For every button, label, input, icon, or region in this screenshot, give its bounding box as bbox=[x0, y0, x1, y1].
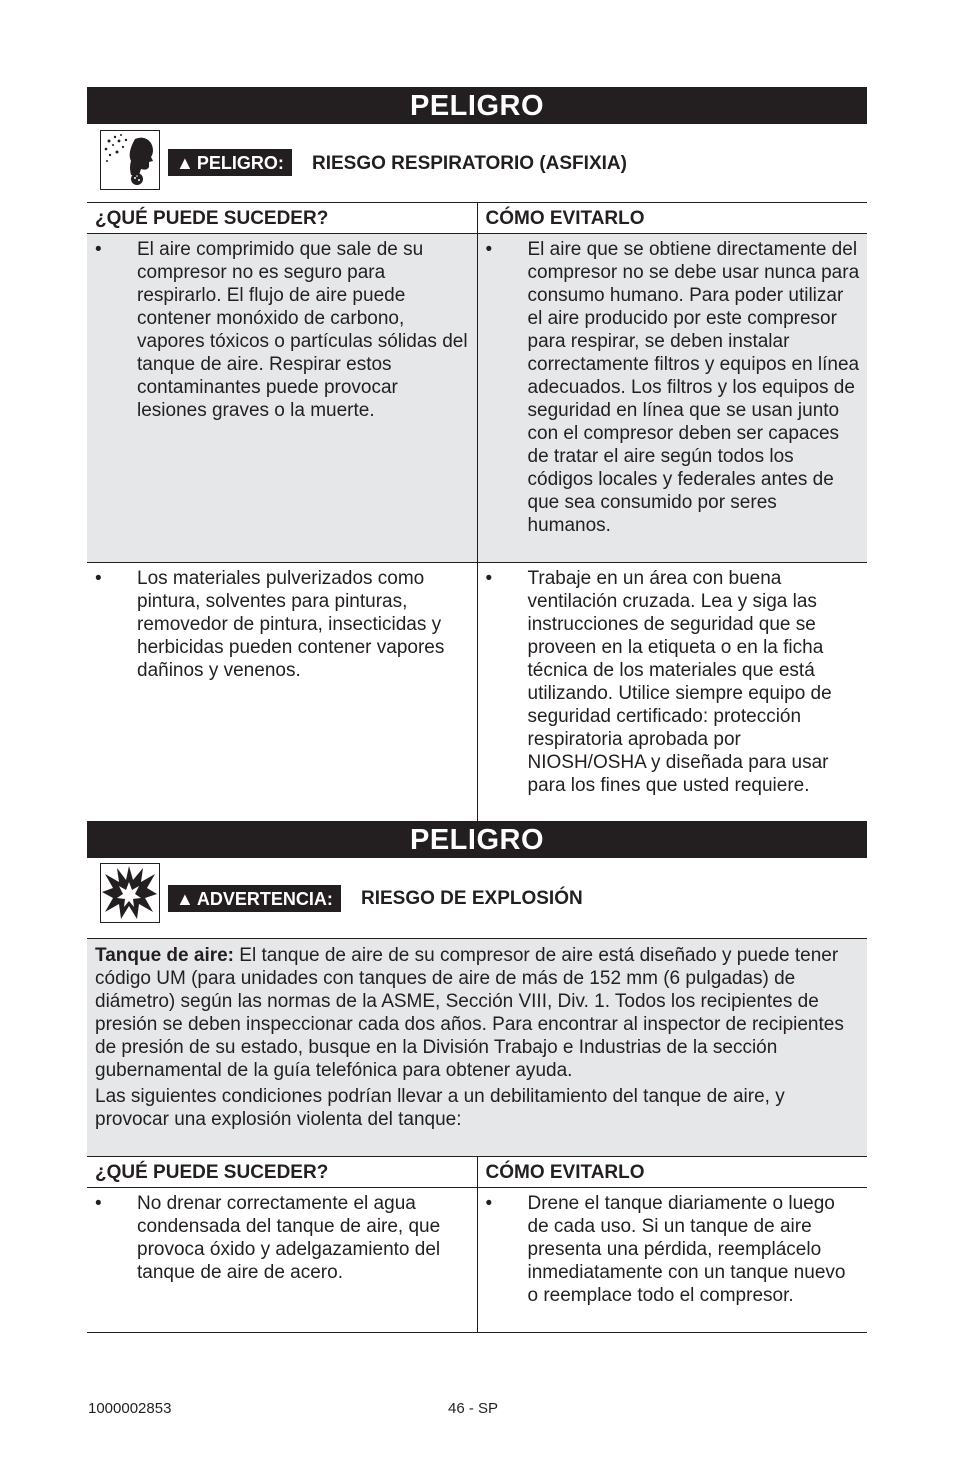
column-header-how-to-prevent: CÓMO EVITARLO bbox=[477, 203, 867, 234]
info-lead: Tanque de aire: bbox=[95, 945, 235, 966]
prevention-description: Drene el tanque diariamente o luego de cada uso. Si un tanque de aire presenta una pérdida, reemplácelo inmediatamente con un tanque nuevo o reemplace todo el compresor. bbox=[527, 1193, 846, 1306]
danger-signal-word: ▲ PELIGRO: bbox=[168, 149, 292, 176]
column-header-what-can-happen: ¿QUÉ PUEDE SUCEDER? bbox=[87, 203, 477, 234]
info-text: El tanque de aire de su compresor de aire está diseñado y puede tener código UM (para unidades con tanques de aire de más de 152 mm (6 pulgadas) de diámetro) según las normas de la ASME, Sección VIII, Div. 1. Todos los recipientes de presión se deben inspeccionar cada dos años. Para encontrar al inspector de recipientes de presión de su estado, busque en la División Trabajo e Industrias de la sección gubernamental de la guía telefónica para obtener ayuda. bbox=[95, 945, 844, 1081]
danger-banner: PELIGRO bbox=[87, 821, 867, 858]
column-header-what-can-happen: ¿QUÉ PUEDE SUCEDER? bbox=[87, 1157, 477, 1188]
info-text-conditions: Las siguientes condiciones podrían llevar a un debilitamiento del tanque de aire, y provocar una explosión violenta del tanque: bbox=[95, 1086, 785, 1130]
warning-triangle-icon: ▲ bbox=[176, 889, 194, 909]
prevention-description: El aire que se obtiene directamente del compresor no se debe usar nunca para consumo humano. Para poder utilizar el aire producido por este compresor para respirar, se deben instalar correctamente filtros y equipos en línea adecuados. Los filtros y los equipos de seguridad en línea que se usan junto con el compresor deben ser capaces de tratar el aire según todos los códigos locales y federales antes de que sea consumido por seres humanos. bbox=[527, 239, 860, 536]
hazard-description: Los materiales pulverizados como pintura, solventes para pinturas, removedor de pintura, insecticidas y herbicidas pueden contener vapores dañinos y venenos. bbox=[137, 568, 445, 681]
air-tank-info bbox=[87, 938, 867, 1156]
hazard-description: El aire comprimido que sale de su compresor no es seguro para respirarlo. El flujo de aire puede contener monóxido de carbono, vapores tóxicos o partículas sólidas del tanque de aire. Respirar estos contaminantes puede provocar lesiones graves o la muerte. bbox=[137, 239, 468, 421]
column-header-how-to-prevent: CÓMO EVITARLO bbox=[477, 1157, 867, 1188]
hazard-header-respiratory bbox=[87, 127, 867, 197]
hazard-title: RIESGO DE EXPLOSIÓN bbox=[361, 888, 583, 909]
breathing-hazard-icon bbox=[100, 130, 160, 190]
hazard-title: RIESGO RESPIRATORIO (ASFIXIA) bbox=[312, 153, 627, 174]
hazard-table-explosion bbox=[87, 1156, 867, 1333]
warning-signal-word: ▲ ADVERTENCIA: bbox=[168, 885, 341, 912]
page-number: 46 - SP bbox=[448, 1400, 499, 1417]
table-row: • Los materiales pulverizados como pintura, solventes para pinturas, removedor de pintura, insecticidas y herbicidas pueden contener vapores dañinos y venenos. • Trabaje en un área con buena ventilación cruzada. Lea y siga las instrucciones de seguridad que se proveen en la etiqueta o en la ficha técnica de los materiales que está utilizando. Utilice siempre equipo de seguridad certificado: protección respiratoria aprobada por NIOSH/OSHA y diseñada para usar para los fines que usted requiere. bbox=[87, 563, 867, 823]
hazard-table-respiratory bbox=[87, 202, 867, 823]
explosion-icon bbox=[100, 863, 160, 923]
table-row: • El aire comprimido que sale de su compresor no es seguro para respirarlo. El flujo de aire puede contener monóxido de carbono, vapores tóxicos o partículas sólidas del tanque de aire. Respirar estos contaminantes puede provocar lesiones graves o la muerte. • El aire que se obtiene directamente del compresor no se debe usar nunca para consumo humano. Para poder utilizar el aire producido por este compresor para respirar, se deben instalar correctamente filtros y equipos en línea adecuados. Los filtros y los equipos de seguridad en línea que se usan junto con el compresor deben ser capaces de tratar el aire según todos los códigos locales y federales antes de que sea consumido por seres humanos. bbox=[87, 234, 867, 563]
document-number: 1000002853 bbox=[88, 1400, 172, 1417]
warning-triangle-icon: ▲ bbox=[176, 153, 194, 173]
hazard-header-explosion bbox=[87, 860, 867, 930]
table-row: • No drenar correctamente el agua condensada del tanque de aire, que provoca óxido y adelgazamiento del tanque de aire de acero. • Drene el tanque diariamente o luego de cada uso. Si un tanque de aire presenta una pérdida, reemplácelo inmediatamente con un tanque nuevo o reemplace todo el compresor. bbox=[87, 1188, 867, 1333]
hazard-description: No drenar correctamente el agua condensada del tanque de aire, que provoca óxido y adelgazamiento del tanque de aire de acero. bbox=[137, 1193, 441, 1283]
danger-banner: PELIGRO bbox=[87, 87, 867, 124]
prevention-description: Trabaje en un área con buena ventilación cruzada. Lea y siga las instrucciones de seguridad que se proveen en la etiqueta o en la ficha técnica de los materiales que está utilizando. Utilice siempre equipo de seguridad certificado: protección respiratoria aprobada por NIOSH/OSHA y diseñada para usar para los fines que usted requiere. bbox=[527, 568, 832, 796]
